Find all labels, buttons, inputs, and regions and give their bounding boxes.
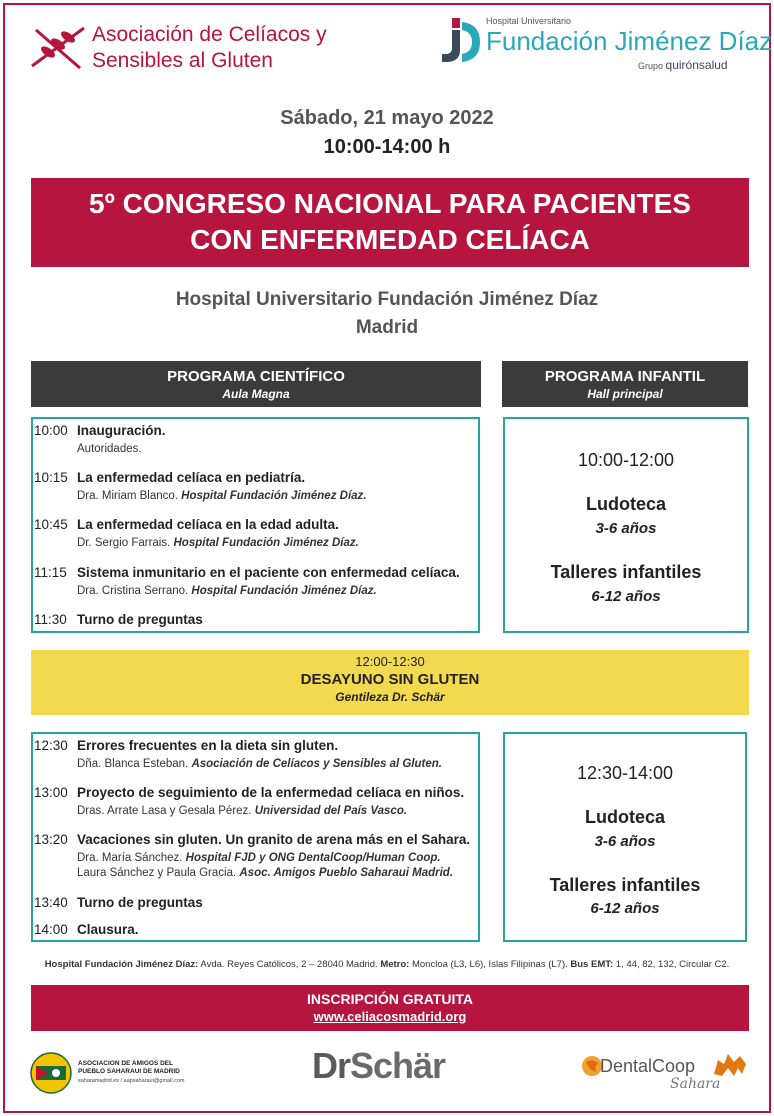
item-speaker bbox=[77, 805, 407, 817]
infantil-block-1 bbox=[503, 417, 749, 633]
schar-logo bbox=[312, 1045, 445, 1087]
time-line: 10:00-14:00 h bbox=[323, 136, 451, 158]
saharaui-emblem-icon bbox=[30, 1052, 72, 1094]
acs-line2: Sensibles al Gluten bbox=[92, 49, 273, 72]
item-title: La enfermedad celíaca en la edad adulta. bbox=[77, 517, 339, 532]
venue-city: Madrid bbox=[355, 317, 419, 338]
registration-title: INSCRIPCIÓN GRATUITA bbox=[307, 991, 473, 1007]
item-time: 14:00 bbox=[34, 922, 68, 937]
speaker-name: Dras. Arrate Lasa y Gesala Pérez. bbox=[77, 805, 255, 817]
saharaui-web: saharamadrid.es / aapsaharaui@gmail.com bbox=[78, 1078, 185, 1084]
item-speaker bbox=[77, 537, 359, 549]
infantil-time: 12:30-14:00 bbox=[576, 763, 674, 783]
activity-ludoteca: Ludoteca bbox=[584, 807, 665, 827]
scientific-header bbox=[31, 361, 481, 407]
activity-talleres: Talleres infantiles bbox=[550, 562, 702, 582]
title-line1: 5º CONGRESO NACIONAL PARA PACIENTES bbox=[89, 188, 691, 219]
event-date bbox=[0, 104, 774, 162]
saharaui-line1: ASOCIACION DE AMIGOS DEL bbox=[78, 1060, 174, 1067]
fjd-grupo bbox=[638, 58, 728, 72]
wheat-icon bbox=[28, 22, 90, 74]
metro-label: Metro: bbox=[380, 959, 410, 970]
breakfast-time: 12:00-12:30 bbox=[355, 654, 425, 669]
metro-value: Moncloa (L3, L6), Islas Filipinas (L7). bbox=[409, 959, 571, 970]
bus-value: 1, 44, 82, 132, Circular C2. bbox=[613, 959, 730, 970]
breakfast-title: DESAYUNO SIN GLUTEN bbox=[300, 671, 480, 688]
speaker-name: Dña. Blanca Esteban. bbox=[77, 758, 192, 770]
item-title: Sistema inmunitario en el paciente con enfermedad celíaca. bbox=[77, 565, 460, 580]
item-time: 10:15 bbox=[34, 470, 68, 485]
item-speaker bbox=[77, 490, 366, 502]
dentalcoop-logo bbox=[580, 1050, 755, 1100]
item-title: Proyecto de seguimiento de la enfermedad celíaca en niños. bbox=[77, 785, 465, 800]
registration-link[interactable]: www.celiacosmadrid.org bbox=[313, 1009, 467, 1024]
scientific-block-1 bbox=[31, 417, 480, 633]
item-title: Clausura. bbox=[77, 922, 139, 937]
grupo-label: Grupo bbox=[638, 61, 664, 71]
fjd-logo bbox=[438, 14, 773, 74]
date-line: Sábado, 21 mayo 2022 bbox=[280, 107, 494, 129]
item-time: 13:00 bbox=[34, 785, 68, 800]
acs-line1: Asociación de Celíacos y bbox=[92, 23, 327, 46]
activity-age: 6-12 años bbox=[590, 900, 660, 917]
speaker-name: Dr. Sergio Farrais. bbox=[77, 537, 174, 549]
infantil-title: PROGRAMA INFANTIL bbox=[544, 368, 706, 385]
activity-age: 6-12 años bbox=[591, 588, 661, 605]
camel-icon bbox=[712, 1050, 748, 1080]
activity-age: 3-6 años bbox=[594, 833, 656, 850]
speaker-name: Dra. María Sánchez. bbox=[77, 852, 186, 864]
title-line2: CON ENFERMEDAD CELÍACA bbox=[190, 224, 590, 255]
breakfast-band bbox=[31, 650, 749, 715]
infantil-subtitle: Hall principal bbox=[587, 387, 663, 401]
speaker-affiliation: Asoc. Amigos Pueblo Saharaui Madrid. bbox=[239, 867, 454, 879]
acs-name bbox=[92, 22, 327, 74]
item-speaker bbox=[77, 867, 453, 879]
item-title: Vacaciones sin gluten. Un granito de arena más en el Sahara. bbox=[77, 832, 471, 847]
item-time: 13:20 bbox=[34, 832, 68, 847]
activity-talleres: Talleres infantiles bbox=[549, 875, 701, 895]
speaker-name: Laura Sánchez y Paula Gracia. bbox=[77, 867, 240, 879]
item-time: 10:45 bbox=[34, 517, 68, 532]
infantil-header bbox=[502, 361, 748, 407]
dentalcoop-name: DentalCoop bbox=[600, 1056, 696, 1076]
activity-age: 3-6 años bbox=[595, 520, 657, 537]
item-time: 12:30 bbox=[34, 738, 68, 753]
item-time: 10:00 bbox=[34, 423, 68, 438]
item-time: 11:15 bbox=[34, 565, 67, 580]
speaker-name: Dra. Cristina Serrano. bbox=[77, 585, 192, 597]
speaker-name: Dra. Miriam Blanco. bbox=[77, 490, 182, 502]
venue-name: Hospital Universitario Fundación Jiménez Díaz bbox=[175, 289, 599, 310]
item-title: La enfermedad celíaca en pediatría. bbox=[77, 470, 306, 485]
item-speaker bbox=[77, 758, 442, 770]
item-title: Inauguración. bbox=[77, 423, 166, 438]
speaker-name: Autoridades. bbox=[77, 443, 142, 455]
fjd-small-text: Hospital Universitario bbox=[486, 16, 572, 26]
saharaui-name bbox=[78, 1060, 180, 1076]
item-speaker bbox=[77, 852, 441, 864]
venue bbox=[0, 286, 774, 342]
item-title: Turno de preguntas bbox=[77, 612, 203, 627]
item-title: Errores frecuentes en la dieta sin gluten. bbox=[77, 738, 339, 753]
fjd-name: Fundación Jiménez Díaz bbox=[486, 26, 773, 56]
infantil-time: 10:00-12:00 bbox=[577, 450, 675, 470]
acs-logo bbox=[28, 18, 358, 78]
speaker-affiliation: Asociación de Celíacos y Sensibles al Gluten. bbox=[191, 758, 442, 770]
item-title: Turno de preguntas bbox=[77, 895, 203, 910]
title-banner bbox=[31, 178, 749, 267]
scientific-title: PROGRAMA CIENTÍFICO bbox=[167, 368, 345, 385]
scientific-block-2 bbox=[31, 732, 480, 942]
registration-band bbox=[31, 985, 749, 1031]
speaker-affiliation: Hospital Fundación Jiménez Díaz. bbox=[173, 537, 359, 549]
saharaui-line2: PUEBLO SAHARAUI DE MADRID bbox=[78, 1068, 180, 1075]
breakfast-sponsor: Gentileza Dr. Schär bbox=[335, 690, 445, 704]
speaker-affiliation: Hospital FJD y ONG DentalCoop/Human Coop. bbox=[185, 852, 441, 864]
saharaui-logo bbox=[30, 1050, 210, 1096]
speaker-affiliation: Universidad del País Vasco. bbox=[254, 805, 408, 817]
activity-ludoteca: Ludoteca bbox=[585, 494, 666, 514]
item-speaker bbox=[77, 585, 377, 597]
fjd-mark-icon bbox=[438, 18, 480, 66]
item-time: 11:30 bbox=[34, 612, 67, 627]
item-time: 13:40 bbox=[34, 895, 68, 910]
address-value: Avda. Reyes Católicos, 2 – 28040 Madrid. bbox=[198, 959, 381, 970]
schar-dr: Dr bbox=[312, 1045, 351, 1086]
quiron-label: quirónsalud bbox=[665, 58, 728, 72]
infantil-block-2 bbox=[503, 732, 747, 942]
address-label: Hospital Fundación Jiménez Díaz: bbox=[44, 959, 199, 970]
speaker-affiliation: Hospital Fundación Jiménez Díaz. bbox=[181, 490, 367, 502]
item-speaker bbox=[77, 443, 142, 455]
bus-label: Bus EMT: bbox=[570, 959, 614, 970]
address-line bbox=[0, 959, 774, 970]
schar-name: Schär bbox=[350, 1045, 446, 1086]
dentalcoop-sub: Sahara bbox=[670, 1076, 721, 1092]
speaker-affiliation: Hospital Fundación Jiménez Díaz. bbox=[191, 585, 377, 597]
scientific-subtitle: Aula Magna bbox=[222, 387, 290, 401]
